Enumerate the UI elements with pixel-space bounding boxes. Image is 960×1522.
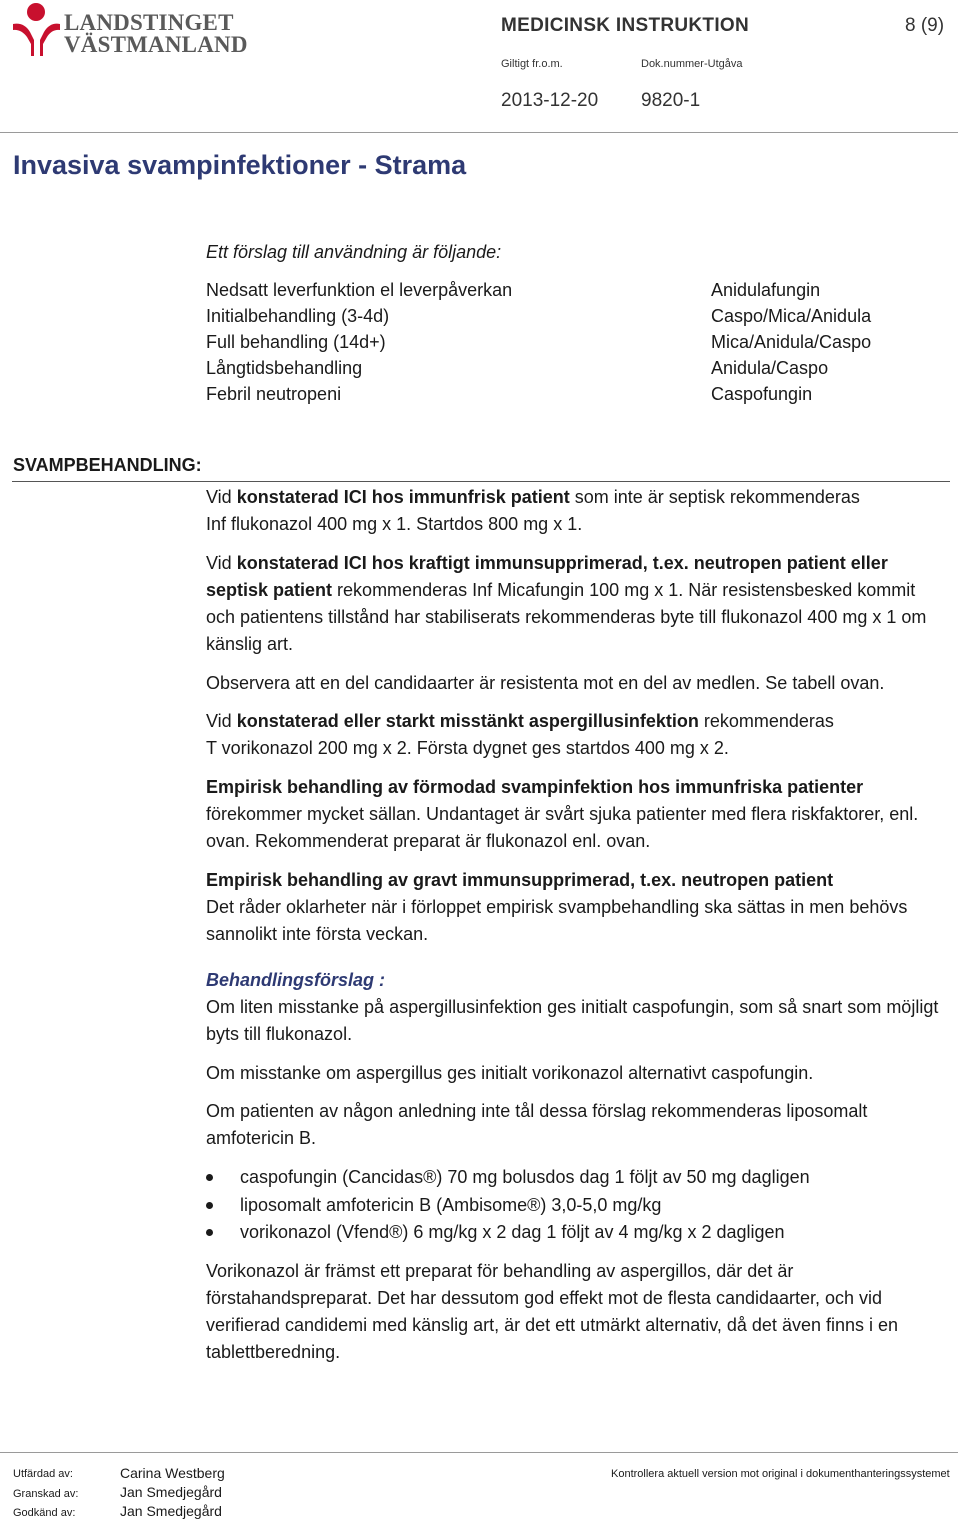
approved-label: Godkänd av:: [13, 1507, 76, 1519]
condition-item: Full behandling (14d+): [206, 332, 386, 352]
footer-divider: [0, 1452, 958, 1453]
list-item: [206, 1192, 810, 1220]
text: Vid: [206, 711, 237, 731]
bullet-icon: [206, 1202, 213, 1209]
valid-from-label: Giltigt fr.o.m.: [501, 58, 563, 70]
section-label: SVAMPBEHANDLING:: [13, 455, 202, 475]
condition-item: Långtidsbehandling: [206, 358, 363, 378]
text: Inf flukonazol 400 mg x 1. Startdos 800 mg x 1.: [206, 514, 583, 534]
issued-label: Utfärdad av:: [13, 1468, 73, 1480]
drug-item: Caspofungin: [711, 384, 813, 404]
closing-paragraph: Vorikonazol är främst ett preparat för behandling av aspergillos, där det är förstahandspreparat. Det har dessutom god effekt mot de flesta candidaarter, och vid verifierad candidemi med känslig art, är det ett utmärkt alternativ, då det även finns i en tablettberedning.: [206, 1261, 899, 1362]
condition-item: Initialbehandling (3-4d): [206, 306, 390, 326]
document-number-label: Dok.nummer-Utgåva: [641, 58, 743, 70]
list-item: [206, 1219, 810, 1247]
dosage-list: [206, 1164, 810, 1247]
drug-item: Anidula/Caspo: [711, 358, 829, 378]
bullet-icon: [206, 1229, 213, 1236]
suggestion-conditions: [206, 277, 512, 407]
proposal-text: Om liten misstanke på aspergillusinfektion ges initialt caspofungin, som så snart som möjligt byts till flukonazol.: [206, 997, 939, 1044]
suggestion-drugs: [711, 277, 871, 407]
organization-name-line1: LANDSTINGET: [64, 10, 234, 35]
proposal-text: Om patienten av någon anledning inte tål dessa förslag rekommenderas liposomalt amfotericin B.: [206, 1101, 868, 1148]
document-type: MEDICINSK INSTRUKTION: [501, 15, 750, 36]
heading: Empirisk behandling av förmodad svampinfektion hos immunfriska patienter: [206, 777, 864, 797]
page-number: 8 (9): [905, 15, 945, 36]
proposal-heading: Behandlingsförslag :: [206, 970, 386, 990]
text: Vid: [206, 553, 237, 573]
version-notice: Kontrollera aktuell version mot original i dokumenthanteringssystemet: [611, 1468, 950, 1480]
organization-logo: [10, 2, 248, 58]
paragraph-immunocompetent: [206, 484, 946, 538]
paragraph-aspergillus: [206, 708, 946, 762]
reviewed-by: Jan Smedjegård: [120, 1484, 222, 1500]
text: T vorikonazol 200 mg x 2. Första dygnet ges startdos 400 mg x 2.: [206, 738, 729, 758]
list-item: [206, 1164, 810, 1192]
suggestion-intro: Ett förslag till användning är följande:: [206, 242, 502, 262]
text: Det råder oklarheter när i förloppet empirisk svampbehandling ska sättas in men behövs sannolikt inte första veckan.: [206, 897, 908, 944]
paragraph-immunosuppressed: [206, 550, 946, 658]
emphasis: konstaterad ICI hos immunfrisk patient: [236, 487, 570, 507]
header-divider: [0, 132, 958, 133]
list-item-text: caspofungin (Cancidas®) 70 mg bolusdos dag 1 följt av 50 mg dagligen: [240, 1167, 810, 1187]
condition-item: Febril neutropeni: [206, 384, 342, 404]
page-title: Invasiva svampinfektioner - Strama: [13, 150, 467, 180]
text: Vid: [206, 487, 237, 507]
text: som inte är septisk rekommenderas: [569, 487, 860, 507]
landstinget-logo-icon: [10, 2, 62, 58]
drug-item: Anidulafungin: [711, 280, 821, 300]
emphasis: konstaterad eller starkt misstänkt aspergillusinfektion: [236, 711, 699, 731]
section-divider: [12, 481, 950, 482]
drug-item: Caspo/Mica/Anidula: [711, 306, 872, 326]
paragraph-empirical-immunosuppressed: [206, 867, 946, 948]
heading: Empirisk behandling av gravt immunsupprimerad, t.ex. neutropen patient: [206, 870, 834, 890]
valid-from-date: 2013-12-20: [501, 90, 599, 111]
reviewed-label: Granskad av:: [13, 1488, 79, 1500]
drug-item: Mica/Anidula/Caspo: [711, 332, 872, 352]
document-number: 9820-1: [641, 90, 701, 111]
text: förekommer mycket sällan. Undantaget är svårt sjuka patienter med flera riskfaktorer, enl. ovan. Rekommenderat preparat är flukonazol enl. ovan.: [206, 804, 919, 851]
emphasis: konstaterad ICI hos kraftigt immunsupprimerad, t.ex. neutropen patient eller septisk patient: [206, 553, 888, 600]
bullet-icon: [206, 1174, 213, 1181]
text: rekommenderas: [698, 711, 834, 731]
approved-by: Jan Smedjegård: [120, 1503, 222, 1519]
condition-item: Nedsatt leverfunktion el leverpåverkan: [206, 280, 513, 300]
paragraph-resistance-note: Observera att en del candidaarter är resistenta mot en del av medlen. Se tabell ovan.: [206, 673, 885, 693]
organization-name-line2: VÄSTMANLAND: [64, 32, 248, 57]
treatment-proposal: [206, 967, 946, 1048]
list-item-text: vorikonazol (Vfend®) 6 mg/kg x 2 dag 1 följt av 4 mg/kg x 2 dagligen: [240, 1222, 785, 1242]
paragraph-empirical-immunocompetent: [206, 774, 946, 855]
text: rekommenderas Inf Micafungin 100 mg x 1. När resistensbesked kommit och patientens tillstånd har stabiliserats rekommenderas byte till flukonazol 400 mg x 1 om känslig art.: [206, 580, 927, 654]
issued-by: Carina Westberg: [120, 1465, 225, 1481]
list-item-text: liposomalt amfotericin B (Ambisome®) 3,0-5,0 mg/kg: [240, 1194, 662, 1215]
organization-name: [64, 12, 248, 56]
proposal-text: Om misstanke om aspergillus ges initialt vorikonazol alternativt caspofungin.: [206, 1063, 814, 1083]
